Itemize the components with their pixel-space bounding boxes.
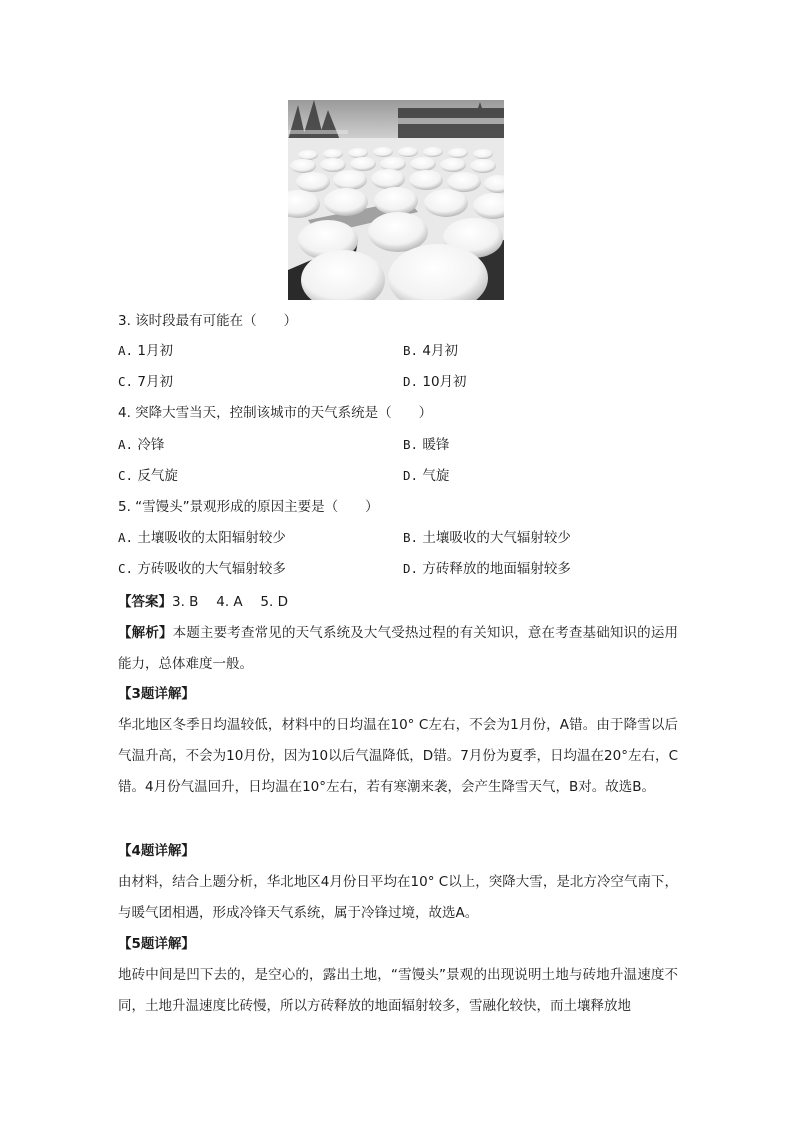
question-4-option-c bbox=[118, 466, 178, 486]
detail-4-heading: 【4题详解】 bbox=[118, 843, 195, 859]
question-3-stem: 3. 该时段最有可能在（ ） bbox=[118, 313, 298, 329]
answer-line bbox=[118, 592, 288, 612]
option-text: 4月初 bbox=[422, 343, 458, 359]
option-text: 土壤吸收的大气辐射较少 bbox=[422, 530, 571, 546]
detail-5-text: 地砖中间是凹下去的，是空心的，露出土地，“雪馒头”景观的出现说明土地与砖地升温速度不同，土地升温速度比砖慢，所以方砖释放的地面辐射较多，雪融化较快，而土壤释放地 bbox=[118, 967, 678, 1014]
analysis-tag: 【解析】 bbox=[118, 625, 173, 641]
option-text: 暖锋 bbox=[422, 437, 450, 453]
option-text: 方砖释放的地面辐射较多 bbox=[422, 561, 571, 577]
option-label: A. bbox=[118, 437, 134, 452]
question-5-stem: 5. “雪馒头”景观形成的原因主要是（ ） bbox=[118, 499, 379, 515]
question-5-option-c bbox=[118, 559, 286, 579]
option-label: A. bbox=[118, 530, 134, 545]
option-text: 10月初 bbox=[422, 374, 467, 390]
option-label: B. bbox=[403, 437, 419, 452]
option-label: C. bbox=[118, 374, 134, 389]
question-4-stem: 4. 突降大雪当天，控制该城市的天气系统是（ ） bbox=[118, 405, 433, 421]
question-5-option-b bbox=[403, 528, 571, 548]
option-label: B. bbox=[403, 343, 419, 358]
option-label: D. bbox=[403, 468, 419, 483]
option-label: B. bbox=[403, 530, 419, 545]
option-label: D. bbox=[403, 561, 419, 576]
question-3-option-a bbox=[118, 341, 173, 361]
question-4-option-a bbox=[118, 435, 164, 455]
question-5-option-a bbox=[118, 528, 286, 548]
option-text: 方砖吸收的大气辐射较多 bbox=[137, 561, 286, 577]
question-3-option-b bbox=[403, 341, 458, 361]
option-text: 冷锋 bbox=[137, 437, 165, 453]
option-label: D. bbox=[403, 374, 419, 389]
detail-5-heading: 【5题详解】 bbox=[118, 936, 195, 952]
detail-3-text: 华北地区冬季日均温较低，材料中的日均温在10° C左右，不会为1月份，A错。由于降雪以后气温升高，不会为10月份，因为10以后气温降低，D错。7月份为夏季，日均温在20°左右，C错。4月份气温回升，日均温在10°左右，若有寒潮来袭，会产生降雪天气，B对。故选B。 bbox=[118, 717, 678, 795]
option-text: 反气旋 bbox=[137, 468, 178, 484]
option-label: C. bbox=[118, 561, 134, 576]
option-label: A. bbox=[118, 343, 134, 358]
option-text: 1月初 bbox=[137, 343, 173, 359]
detail-4-text: 由材料，结合上题分析，华北地区4月份日平均在10° C以上，突降大雪，是北方冷空气南下，与暖气团相遇，形成冷锋天气系统，属于冷锋过境，故选A。 bbox=[118, 874, 678, 921]
answer-text: 3. B 4. A 5. D bbox=[172, 594, 288, 610]
analysis-text: 本题主要考查常见的天气系统及大气受热过程的有关知识，意在考查基础知识的运用能力，总体难度一般。 bbox=[118, 625, 679, 672]
option-text: 7月初 bbox=[137, 374, 173, 390]
option-text: 气旋 bbox=[422, 468, 450, 484]
snow-mounds-photo bbox=[288, 100, 504, 300]
analysis-paragraph bbox=[118, 618, 678, 680]
question-3-option-c bbox=[118, 372, 173, 392]
question-5-option-d bbox=[403, 559, 571, 579]
option-text: 土壤吸收的太阳辐射较少 bbox=[137, 530, 286, 546]
detail-3-heading: 【3题详解】 bbox=[118, 686, 195, 702]
question-4-option-b bbox=[403, 435, 449, 455]
answer-tag: 【答案】 bbox=[118, 594, 172, 610]
question-4-option-d bbox=[403, 466, 449, 486]
option-label: C. bbox=[118, 468, 134, 483]
question-3-option-d bbox=[403, 372, 467, 392]
snow-mounds-image bbox=[288, 100, 504, 300]
